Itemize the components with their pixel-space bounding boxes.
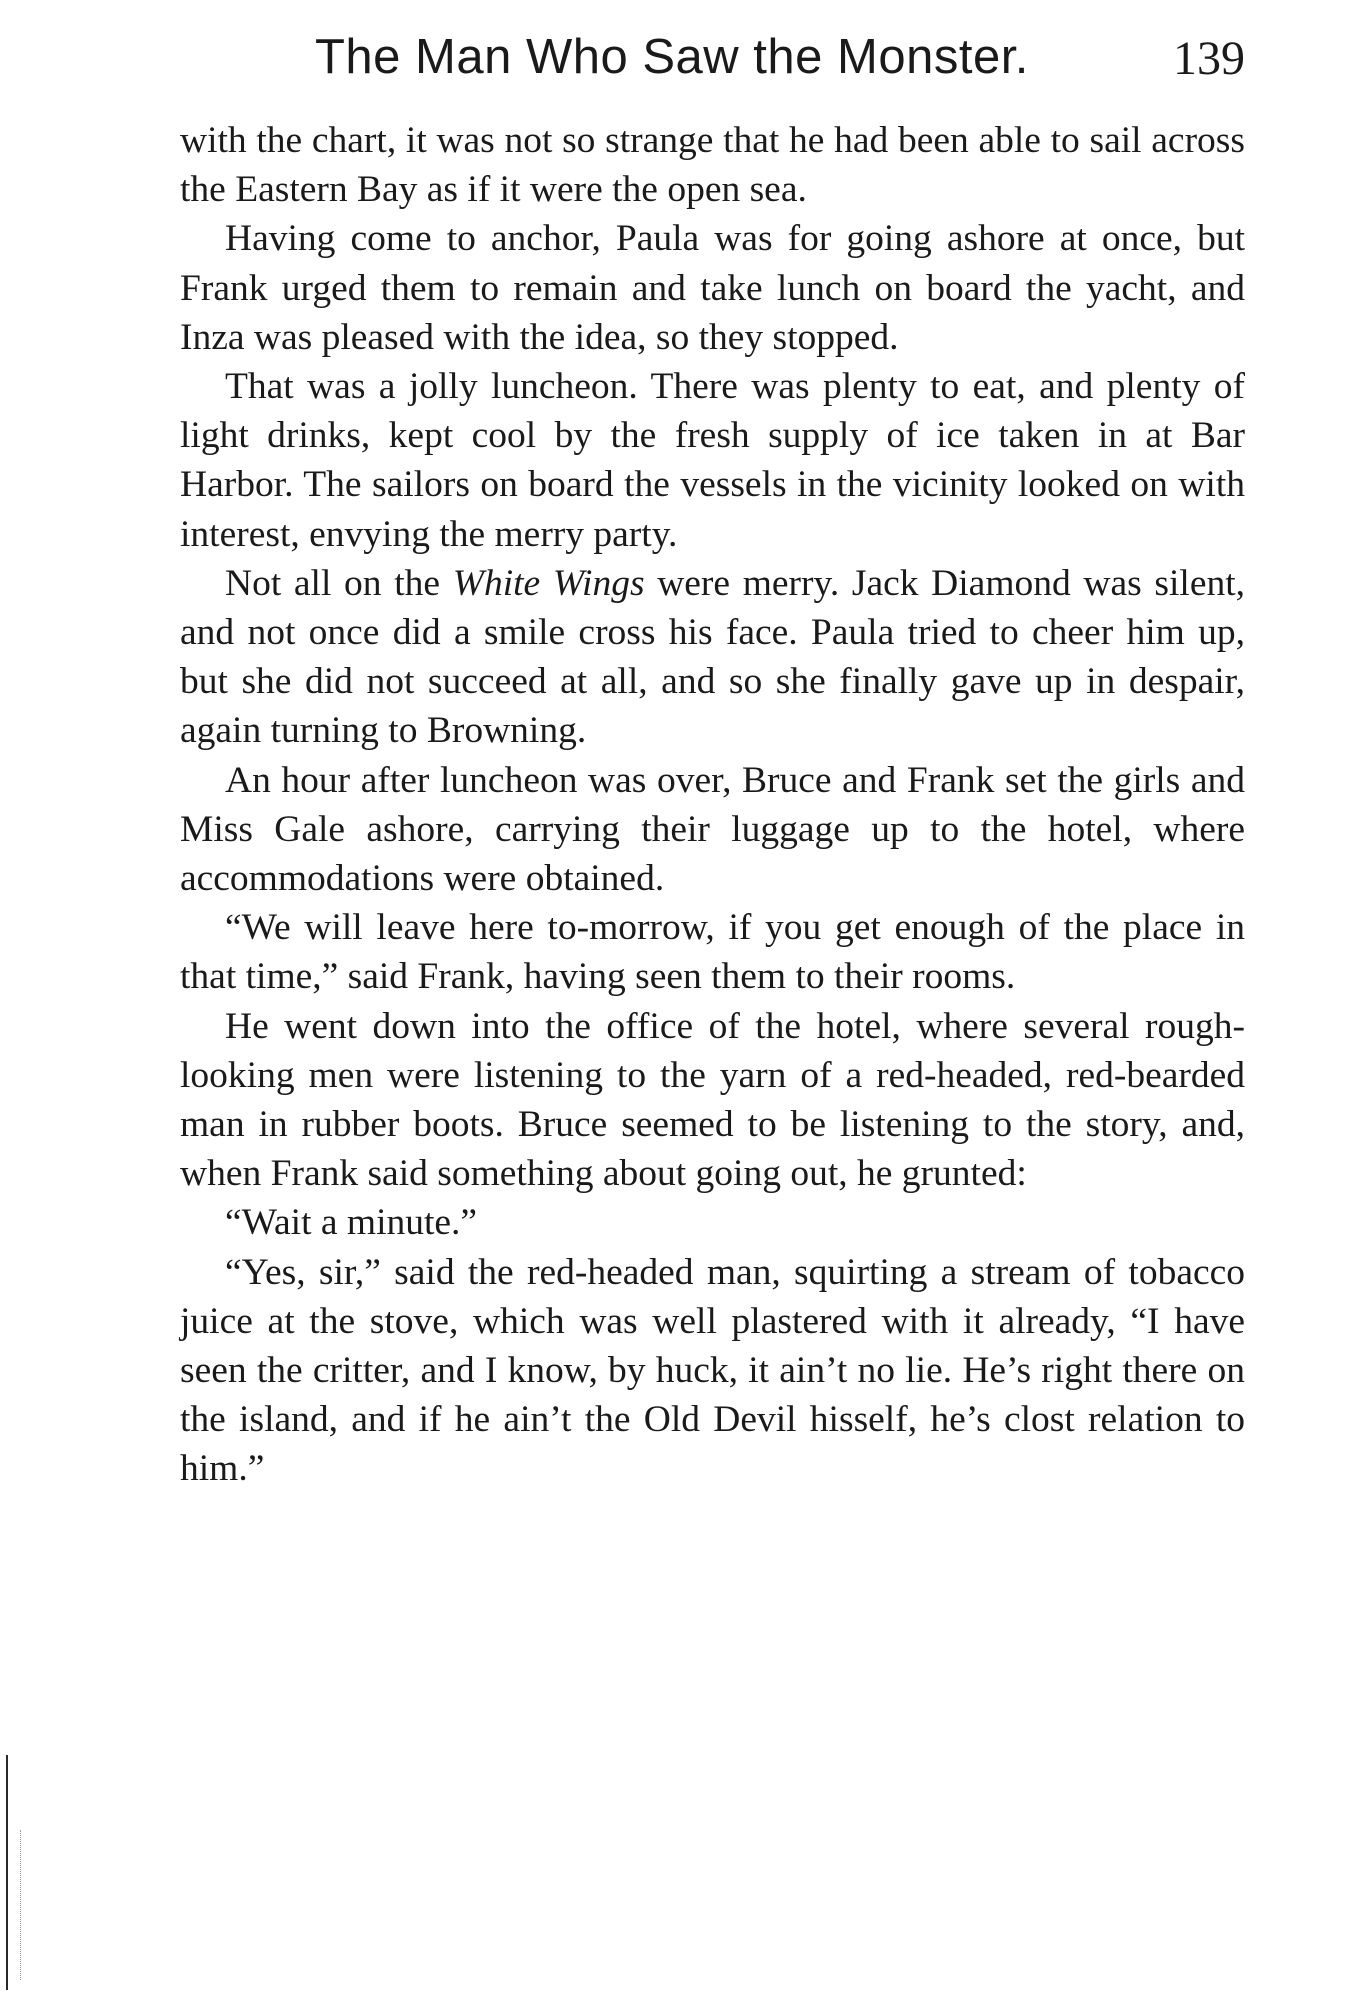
scan-margin-dots [20,1830,22,1980]
paragraph-white-wings [180,559,1245,756]
paragraph-quote-leave: “We will leave here to-morrow, if you get enough of the place in that time,” said Frank, having seen them to their rooms. [180,907,1245,998]
running-title: The Man Who Saw the Monster. [315,30,1029,84]
yacht-name: White Wings [452,562,645,604]
page-number: 139 [1173,32,1245,85]
paragraph-continuation: with the chart, it was not so strange that he had been able to sail across the Eastern Bay as if it were the open sea. [180,120,1245,211]
paragraph-wait: “Wait a minute.” [225,1202,478,1244]
paragraph-white-wings-before: Not all on the [225,562,453,604]
paragraph-anchor: Having come to anchor, Paula was for going ashore at once, but Frank urged them to remain and take lunch on board the yacht, and Inza was pleased with the idea, so they stopped. [180,218,1245,358]
paragraph-ashore: An hour after luncheon was over, Bruce and Frank set the girls and Miss Gale ashore, carrying their luggage up to the hotel, where accommodations were obtained. [180,759,1245,900]
paragraph-hotel-office: He went down into the office of the hotel, where several rough-looking men were listening to the yarn of a red-headed, red-bearded man in rubber boots. Bruce seemed to be listening to the story, and, when Frank said something about going out, he grunted: [180,1005,1245,1195]
paragraph-white-wings-after: were merry. Jack Diamond was silent, and not once did a smile cross his face. Paula tried to cheer him up, but she did not succeed at all, and so she finally gave up in despair, again turning to Browning. [180,562,1246,752]
paragraph-luncheon: That was a jolly luncheon. There was plenty to eat, and plenty of light drinks, kept cool by the fresh supply of ice taken in at Bar Harbor. The sailors on board the vessels in the vicinity looked on with interest, envying the merry party. [180,366,1245,555]
paragraph-red-headed-man: “Yes, sir,” said the red-headed man, squirting a stream of tobacco juice at the stove, which was well plastered with it already, “I have seen the critter, and I know, by huck, it ain’t no lie. He’s right there on the island, and if he ain’t the Old Devil hisself, he’s clost relation to him.” [180,1251,1245,1490]
running-head [180,22,1245,92]
scan-margin-line [6,1755,8,1990]
body-text [180,116,1245,1494]
